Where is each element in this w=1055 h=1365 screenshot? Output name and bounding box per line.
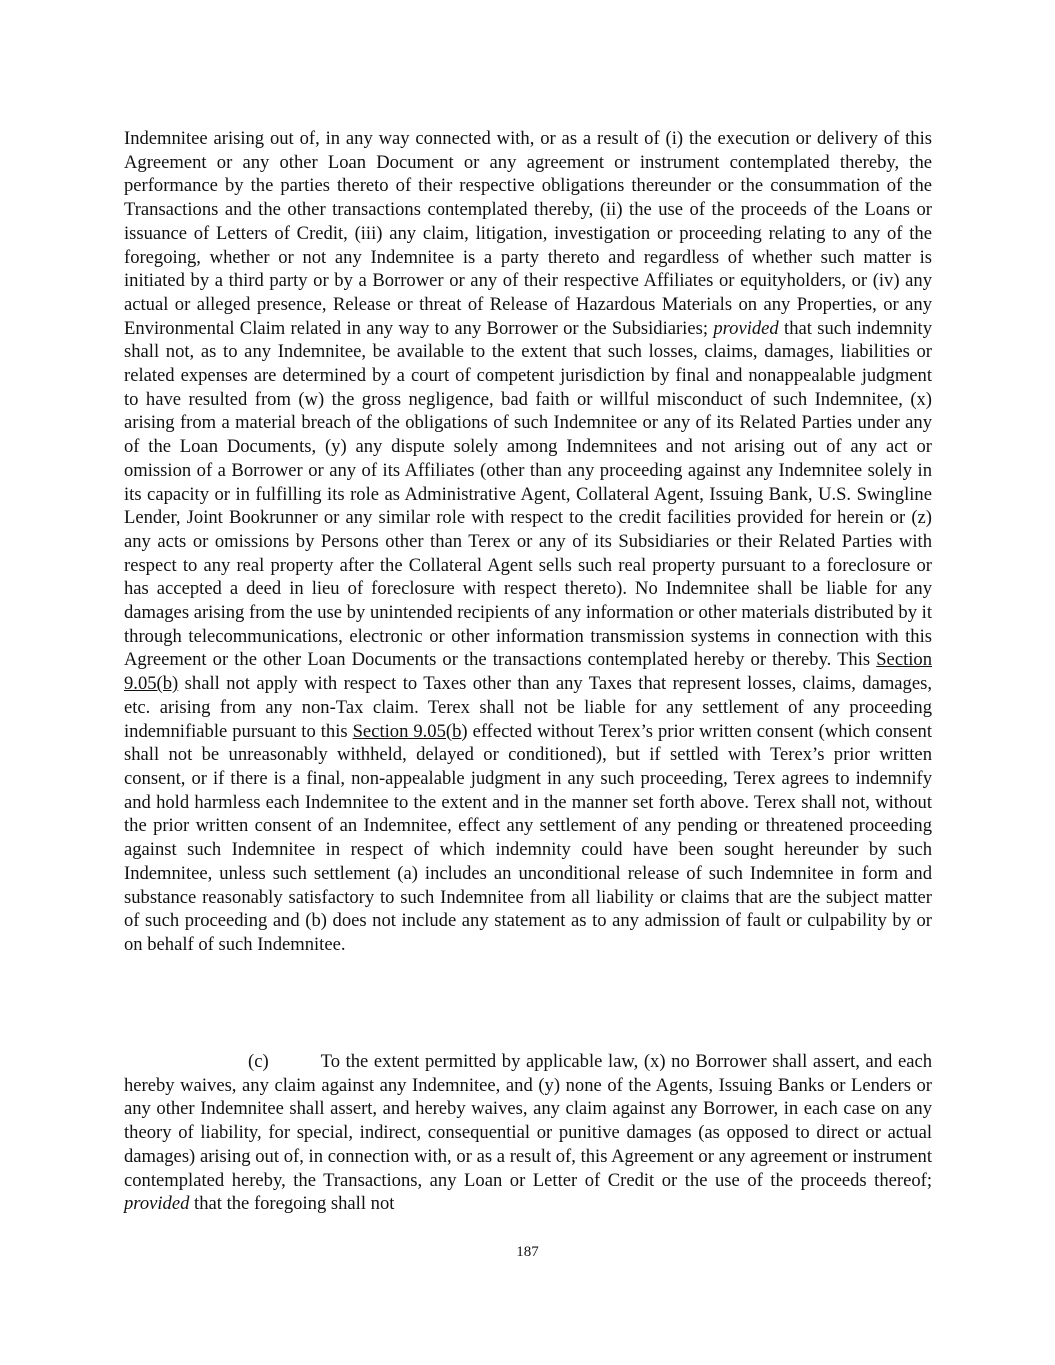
section-reference: Section 9.05(b)	[124, 649, 932, 695]
clause-label: (c)	[248, 1051, 269, 1072]
paragraph-indemnity	[124, 127, 932, 957]
page-number: 187	[516, 1244, 539, 1260]
text-run: Indemnitee arising out of, in any way connected with, or as a result of (i) the execution or delivery of this Agreement or any other Loan Document or any agreement or instrument contemplated thereby, the performance by the parties thereto of their respective obligations thereunder or the consummation of the Transactions and the other transactions contemplated thereby, (ii) the use of the proceeds of the Loans or issuance of Letters of Credit, (iii) any claim, litigation, investigation or proceeding relating to any of the foregoing, whether or not any Indemnitee is a party thereto and regardless of whether such matter is initiated by a third party or by a Borrower or any of their respective Affiliates or equityholders, or (iv) any actual or alleged presence, Release or threat of Release of Hazardous Materials on any Properties, or any Environmental Claim related in any way to any Borrower or the Subsidiaries;	[124, 128, 932, 339]
text-run: shall not apply with respect to Taxes other than any Taxes that represent losses, claims, damages, etc. arising from any non-Tax claim. Terex shall not be liable for any settlement of any proceeding indemnifiable pursuant to this	[124, 673, 932, 742]
paragraph-c	[124, 1050, 932, 1216]
text-run: To the extent permitted by applicable law, (x) no Borrower shall assert, and each hereby waives, any claim against any Indemnitee, and (y) none of the Agents, Issuing Banks or Lenders or any other Indemnitee shall assert, and hereby waives, any claim against any Borrower, in each case on any theory of liability, for special, indirect, consequential or punitive damages (as opposed to direct or actual damages) arising out of, in connection with, or as a result of, this Agreement or any agreement or instrument contemplated hereby, the Transactions, any Loan or Letter of Credit or the use of the proceeds thereof;	[124, 1051, 932, 1191]
section-reference: Section 9.05(b)	[352, 720, 468, 742]
text-run: that the foregoing shall not	[189, 1193, 395, 1215]
text-run: effected without Terex’s prior written consent (which consent shall not be unreasonably withheld, delayed or conditioned), but if settled with Terex’s prior written consent, or if there is a final, non-appealable judgment in any such proceeding, Terex agrees to indemnify and hold harmless each Indemnitee to the extent and in the manner set forth above. Terex shall not, without the prior written consent of an Indemnitee, effect any settlement of any pending or threatened proceeding against such Indemnitee in respect of which indemnity could have been sought hereunder by such Indemnitee, unless such settlement (a) includes an unconditional release of such Indemnitee in form and substance reasonably satisfactory to such Indemnitee from all liability or claims that are the subject matter of such proceeding and (b) does not include any statement as to any admission of fault or culpability by or on behalf of such Indemnitee.	[124, 720, 932, 955]
italic-term: provided	[713, 317, 779, 339]
text-run: that such indemnity shall not, as to any Indemnitee, be available to the extent that such losses, claims, damages, liabilities or related expenses are determined by a court of competent jurisdiction by final and nonappealable judgment to have resulted from (w) the gross negligence, bad faith or willful misconduct of such Indemnitee, (x) arising from a material breach of the obligations of such Indemnitee or any of its Related Parties under any of the Loan Documents, (y) any dispute solely among Indemnitees and not arising out of any act or omission of a Borrower or any of its Affiliates (other than any proceeding against any Indemnitee solely in its capacity or in fulfilling its role as Administrative Agent, Collateral Agent, Issuing Bank, U.S. Swingline Lender, Joint Bookrunner or any similar role with respect to the credit facilities provided for herein or (z) any acts or omissions by Persons other than Terex or any of its Subsidiaries or their Related Parties with respect to any real property after the Collateral Agent sells such real property pursuant to a foreclosure or has accepted a deed in lieu of foreclosure with respect thereto). No Indemnitee shall be liable for any damages arising from the use by unintended recipients of any information or other materials distributed by it through telecommunications, electronic or other information transmission systems in connection with this Agreement or the other Loan Documents or the transactions contemplated hereby or thereby. This	[124, 317, 932, 671]
italic-term: provided	[124, 1193, 190, 1215]
